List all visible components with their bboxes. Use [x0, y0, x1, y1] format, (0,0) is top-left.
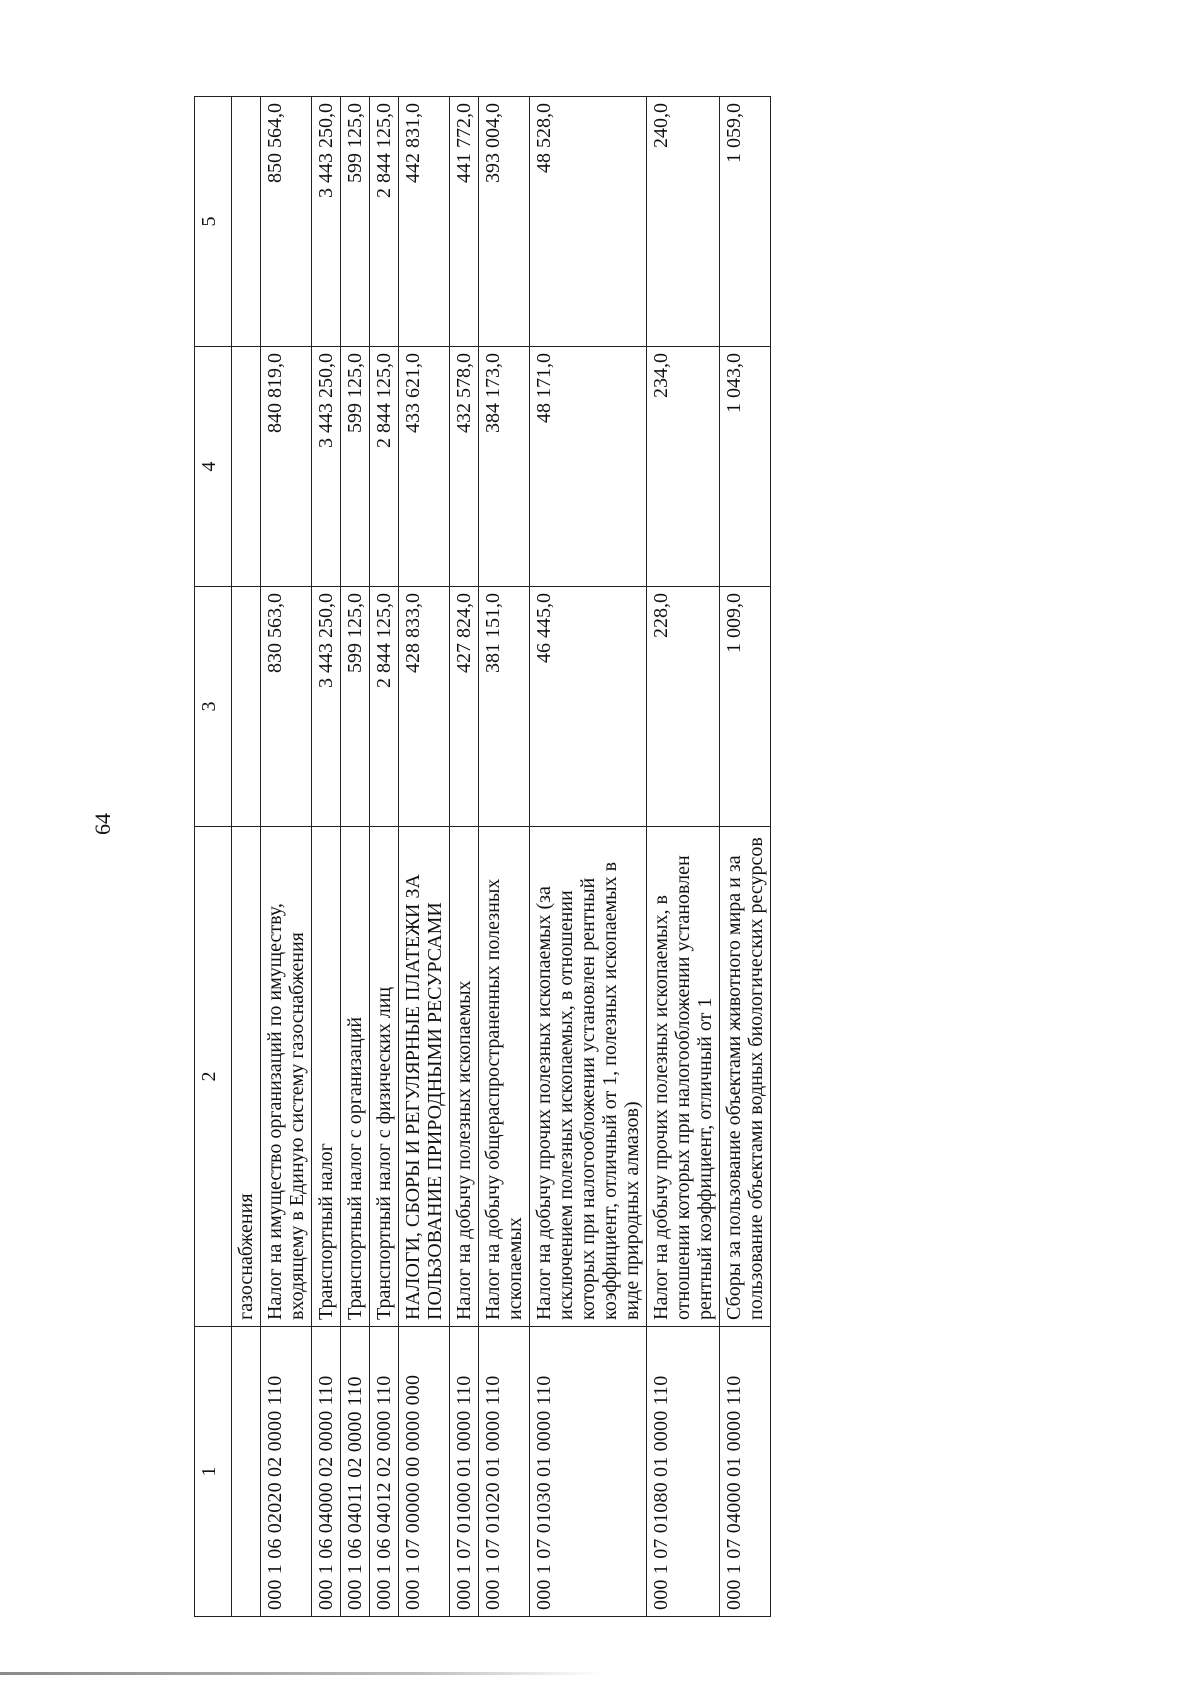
row-value-col5: 1 059,0 [720, 97, 771, 347]
row-value-col4: 234,0 [647, 347, 720, 587]
row-value-col3: 228,0 [647, 587, 720, 827]
row-value-col3: 46 445,0 [530, 587, 647, 827]
table-row [341, 97, 370, 1617]
carryover-code-cell [232, 1327, 261, 1617]
carryover-name-cell: газоснабжения [232, 827, 261, 1327]
row-value-col5: 393 004,0 [479, 97, 530, 347]
row-value-col3: 3 443 250,0 [312, 587, 341, 827]
header-col-2: 2 [195, 827, 232, 1327]
row-name: Налог на добычу прочих полезных ископаемых (за исключением полезных ископаемых, в отношении которых при налогообложении установлен рентный коэффициент, отличный от 1, полезных ископаемых в виде природных алмазов) [530, 827, 647, 1327]
row-value-col4: 2 844 125,0 [370, 347, 399, 587]
table-row [450, 97, 479, 1617]
row-name: Налог на добычу общераспространенных полезных ископаемых [479, 827, 530, 1327]
row-code: 000 1 06 04000 02 0000 110 [312, 1327, 341, 1617]
row-value-col4: 1 043,0 [720, 347, 771, 587]
table-row [647, 97, 720, 1617]
header-col-1: 1 [195, 1327, 232, 1617]
row-name: Транспортный налог [312, 827, 341, 1327]
row-value-col4: 432 578,0 [450, 347, 479, 587]
table-rotated-wrapper [194, 97, 771, 1617]
row-value-col3: 428 833,0 [399, 587, 450, 827]
carryover-row [232, 97, 261, 1617]
row-code: 000 1 07 01030 01 0000 110 [530, 1327, 647, 1617]
row-code: 000 1 07 04000 01 0000 110 [720, 1327, 771, 1617]
revenue-table [194, 96, 771, 1617]
row-code: 000 1 06 04012 02 0000 110 [370, 1327, 399, 1617]
row-value-col5: 441 772,0 [450, 97, 479, 347]
carryover-v3-cell [232, 587, 261, 827]
scan-edge-line [0, 1672, 600, 1675]
row-value-col4: 599 125,0 [341, 347, 370, 587]
header-col-3: 3 [195, 587, 232, 827]
row-value-col3: 1 009,0 [720, 587, 771, 827]
row-name: Транспортный налог с физических лиц [370, 827, 399, 1327]
row-name: Налог на имущество организаций по имуществу, входящему в Единую систему газоснабжения [261, 827, 312, 1327]
row-name: Транспортный налог с организаций [341, 827, 370, 1327]
row-value-col5: 2 844 125,0 [370, 97, 399, 347]
row-name: НАЛОГИ, СБОРЫ И РЕГУЛЯРНЫЕ ПЛАТЕЖИ ЗА ПОЛЬЗОВАНИЕ ПРИРОДНЫМИ РЕСУРСАМИ [399, 827, 450, 1327]
row-value-col4: 48 171,0 [530, 347, 647, 587]
header-row [195, 97, 232, 1617]
row-value-col5: 3 443 250,0 [312, 97, 341, 347]
table-row [312, 97, 341, 1617]
row-code: 000 1 07 00000 00 0000 000 [399, 1327, 450, 1617]
row-value-col4: 3 443 250,0 [312, 347, 341, 587]
row-code: 000 1 06 02020 02 0000 110 [261, 1327, 312, 1617]
row-code: 000 1 06 04011 02 0000 110 [341, 1327, 370, 1617]
row-code: 000 1 07 01000 01 0000 110 [450, 1327, 479, 1617]
header-col-5: 5 [195, 97, 232, 347]
carryover-v5-cell [232, 97, 261, 347]
table-row [530, 97, 647, 1617]
row-value-col4: 840 819,0 [261, 347, 312, 587]
row-value-col3: 427 824,0 [450, 587, 479, 827]
row-value-col4: 384 173,0 [479, 347, 530, 587]
table-row [399, 97, 450, 1617]
page-number: 64 [90, 813, 115, 835]
row-value-col5: 850 564,0 [261, 97, 312, 347]
row-value-col4: 433 621,0 [399, 347, 450, 587]
row-value-col5: 599 125,0 [341, 97, 370, 347]
row-value-col3: 599 125,0 [341, 587, 370, 827]
carryover-v4-cell [232, 347, 261, 587]
table-row [261, 97, 312, 1617]
row-value-col3: 381 151,0 [479, 587, 530, 827]
row-code: 000 1 07 01020 01 0000 110 [479, 1327, 530, 1617]
row-name: Налог на добычу прочих полезных ископаемых, в отношении которых при налогообложении установлен рентный коэффициент, отличный от 1 [647, 827, 720, 1327]
row-value-col3: 2 844 125,0 [370, 587, 399, 827]
row-value-col5: 240,0 [647, 97, 720, 347]
row-name: Налог на добычу полезных ископаемых [450, 827, 479, 1327]
header-col-4: 4 [195, 347, 232, 587]
row-value-col3: 830 563,0 [261, 587, 312, 827]
row-name: Сборы за пользование объектами животного мира и за пользование объектами водных биологических ресурсов [720, 827, 771, 1327]
row-value-col5: 48 528,0 [530, 97, 647, 347]
row-value-col5: 442 831,0 [399, 97, 450, 347]
table-row [370, 97, 399, 1617]
table-row [479, 97, 530, 1617]
table-row [720, 97, 771, 1617]
row-code: 000 1 07 01080 01 0000 110 [647, 1327, 720, 1617]
